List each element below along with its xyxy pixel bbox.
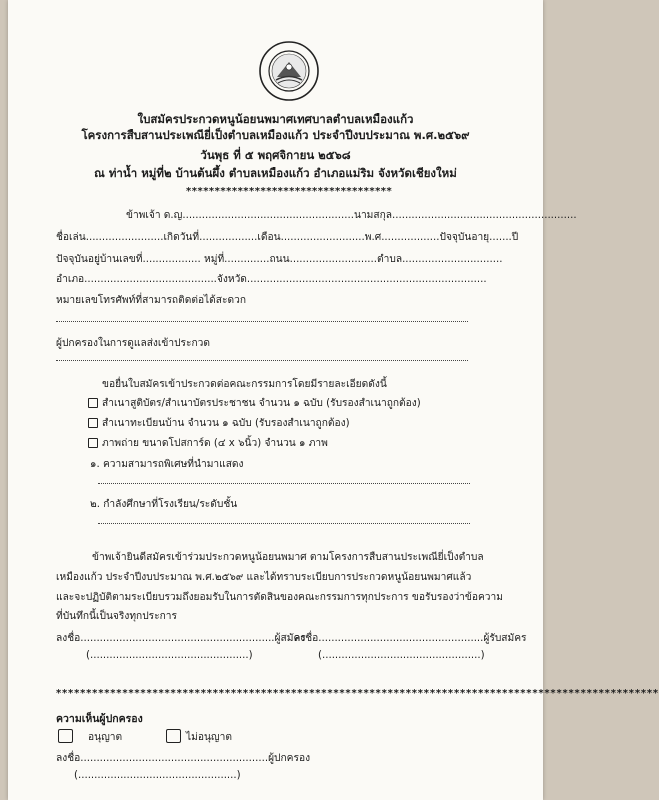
- nickname-birth-row[interactable]: ชื่อเล่น........................เกิดวันที่..................เดือน..........................พ.ศ..................ปัจจุบันอายุ.......ปี: [56, 232, 519, 243]
- guardian-input-line[interactable]: [56, 360, 468, 361]
- district-province-row[interactable]: อำเภอ.........................................จังหวัด..........................................................................: [56, 274, 487, 285]
- guardian-opinion-heading: ความเห็นผู้ปกครอง: [56, 713, 143, 725]
- checkbox-allow[interactable]: [58, 729, 73, 743]
- school-question: ๒. กำลังศึกษาที่โรงเรียน/ระดับชั้น: [90, 499, 238, 510]
- footer-separator: ****************************************************************************************************: [56, 688, 659, 699]
- checkbox-photo[interactable]: [88, 438, 98, 448]
- checkbox-birth-certificate[interactable]: [88, 398, 98, 408]
- form-title: ใบสมัครประกวดหนูน้อยนพมาศเทศบาลตำบลเหมืองแก้ว: [137, 112, 414, 126]
- guardian-printed-name[interactable]: (.................................................): [74, 770, 241, 781]
- deny-label: ไม่อนุญาต: [186, 732, 232, 743]
- name-field-row[interactable]: ข้าพเจ้า ด.ญ.....................................................นามสกุล.........................................................: [126, 210, 577, 221]
- receiver-signature[interactable]: ลงชื่อ...................................................ผู้รับสมัคร: [294, 633, 527, 644]
- receiver-printed-name[interactable]: (.................................................): [318, 650, 485, 661]
- event-location: ณ ท่าน้ำ หมู่ที่๒ บ้านต้นผึ้ง ตำบลเหมืองแก้ว อำเภอแม่ริม จังหวัดเชียงใหม่: [94, 166, 457, 180]
- guardian-signature[interactable]: ลงชื่อ..........................................................ผู้ปกครอง: [56, 753, 311, 764]
- checkbox-house-registration[interactable]: [88, 418, 98, 428]
- doc-item-1: สำเนาสูติบัตร/สำเนาบัตรประชาชน จำนวน ๑ ฉบับ (รับรองสำเนาถูกต้อง): [102, 398, 421, 409]
- allow-label: อนุญาต: [88, 732, 123, 743]
- guardian-label: ผู้ปกครองในการดูแลส่งเข้าประกวด: [56, 338, 210, 349]
- event-date: วันพุธ ที่ ๕ พฤศจิกายน ๒๕๖๘: [200, 148, 351, 162]
- documents-intro: ขอยื่นใบสมัครเข้าประกวดต่อคณะกรรมการโดยมีรายละเอียดดังนี้: [102, 379, 387, 390]
- municipality-seal-logo: [258, 40, 320, 102]
- phone-label: หมายเลขโทรศัพท์ที่สามารถติดต่อได้สะดวก: [56, 295, 246, 306]
- talent-question: ๑. ความสามารถพิเศษที่นำมาแสดง: [90, 459, 244, 470]
- applicant-signature[interactable]: ลงชื่อ............................................................ผู้สมัคร: [56, 633, 306, 644]
- application-form-page: [8, 0, 659, 800]
- declaration-line-3: และจะปฏิบัติตามระเบียบรวมถึงยอมรับในการตัดสินของคณะกรรมการทุกประการ ขอรับรองว่าข้อความ: [56, 592, 503, 603]
- declaration-line-4: ที่บันทึกนี้เป็นจริงทุกประการ: [56, 611, 177, 622]
- project-name: โครงการสืบสานประเพณียี่เป็งตำบลเหมืองแก้ว ประจำปีงบประมาณ พ.ศ.๒๕๖๙: [81, 128, 470, 142]
- doc-item-3: ภาพถ่าย ขนาดโปสการ์ด (๔ x ๖นิ้ว) จำนวน ๑ ภาพ: [102, 438, 328, 449]
- address-row[interactable]: ปัจจุบันอยู่บ้านเลขที่.................. หมู่ที่..............ถนน...........................ตำบล...............................: [56, 254, 503, 265]
- talent-input-line[interactable]: [98, 483, 470, 484]
- school-input-line[interactable]: [98, 523, 470, 524]
- applicant-printed-name[interactable]: (.................................................): [86, 650, 253, 661]
- declaration-line-2: เหมืองแก้ว ประจำปีงบประมาณ พ.ศ.๒๕๖๙ และได้ทราบระเบียบการประกวดหนูน้อยนพมาศแล้ว: [56, 572, 472, 583]
- header-separator: ************************************: [186, 186, 393, 197]
- doc-item-2: สำเนาทะเบียนบ้าน จำนวน ๑ ฉบับ (รับรองสำเนาถูกต้อง): [102, 418, 350, 429]
- phone-input-line[interactable]: [56, 321, 468, 322]
- checkbox-deny[interactable]: [166, 729, 181, 743]
- declaration-line-1: ข้าพเจ้ายินดีสมัครเข้าร่วมประกวดหนูน้อยนพมาศ ตามโครงการสืบสานประเพณียี่เป็งตำบล: [92, 552, 484, 563]
